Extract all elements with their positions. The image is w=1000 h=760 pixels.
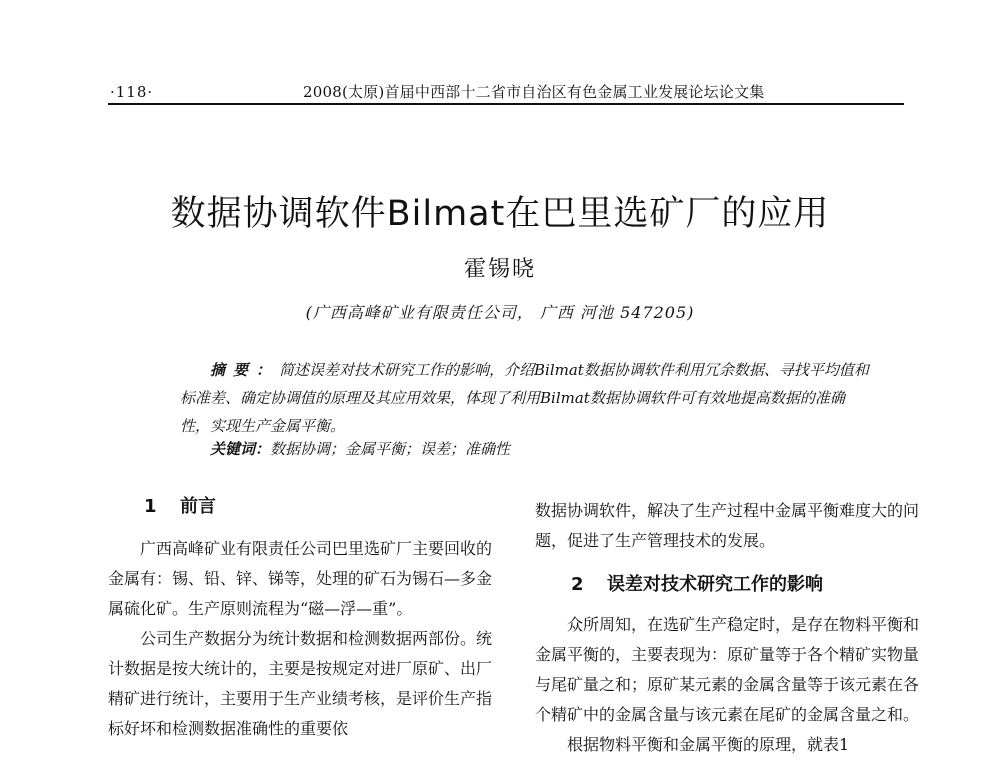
- section-2-paragraph-1: 众所周知，在选矿生产稳定时，是存在物料平衡和金属平衡的，主要表现为：原矿量等于各个精矿实物量与尾矿量之和；原矿某元素的金属含量等于该元素在各个精矿中的金属含量与该元素在尾矿的金属含量之和。: [535, 615, 920, 724]
- keywords-text: 数据协调；金属平衡；误差；准确性: [270, 440, 511, 458]
- keywords: [210, 438, 870, 459]
- right-column: [535, 496, 919, 760]
- running-head: 2008(太原)首届中西部十二省市自治区有色金属工业发展论坛论文集: [303, 83, 765, 101]
- section-2-paragraph-2: 根据物料平衡和金属平衡的原理，就表1: [567, 735, 850, 754]
- section-2-heading: [535, 570, 919, 600]
- section-1-paragraph-1: 广西高峰矿业有限责任公司巴里选矿厂主要回收的金属有：锡、铅、锌、锑等，处理的矿石为锡石—多金属硫化矿。生产原则流程为“磁—浮—重”。: [108, 539, 493, 618]
- abstract-label: 摘要：: [210, 361, 280, 379]
- section-1-number: 1: [144, 496, 157, 517]
- header-rule: [108, 103, 904, 105]
- abstract: [180, 356, 870, 440]
- section-2-title: 误差对技术研究工作的影响: [607, 574, 823, 595]
- section-2-number: 2: [571, 574, 584, 595]
- author-affiliation: (广西高峰矿业有限责任公司， 广西 河池 547205): [305, 303, 695, 322]
- abstract-text: 简述误差对技术研究工作的影响，介绍Bilmat数据协调软件利用冗余数据、寻找平均值和标准差、确定协调值的原理及其应用效果，体现了利用Bilmat数据协调软件可有效地提高数据的准确性，实现生产金属平衡。: [180, 361, 869, 435]
- continued-paragraph: 数据协调软件，解决了生产过程中金属平衡难度大的问题，促进了生产管理技术的发展。: [535, 501, 920, 550]
- paper-title: 数据协调软件Bilmat在巴里选矿厂的应用: [170, 194, 830, 234]
- section-1-paragraph-2: 公司生产数据分为统计数据和检测数据两部份。统计数据是按大统计的，主要是按规定对进厂原矿、出厂精矿进行统计，主要用于生产业绩考核，是评价生产指标好坏和检测数据准确性的重要依: [108, 629, 493, 738]
- left-column: [108, 492, 492, 744]
- section-1-heading: [108, 492, 492, 522]
- section-1-title: 前言: [180, 496, 216, 517]
- page-number: ·118·: [110, 83, 154, 101]
- author-name: 霍锡晓: [463, 257, 536, 282]
- keywords-label: 关键词：: [210, 440, 271, 458]
